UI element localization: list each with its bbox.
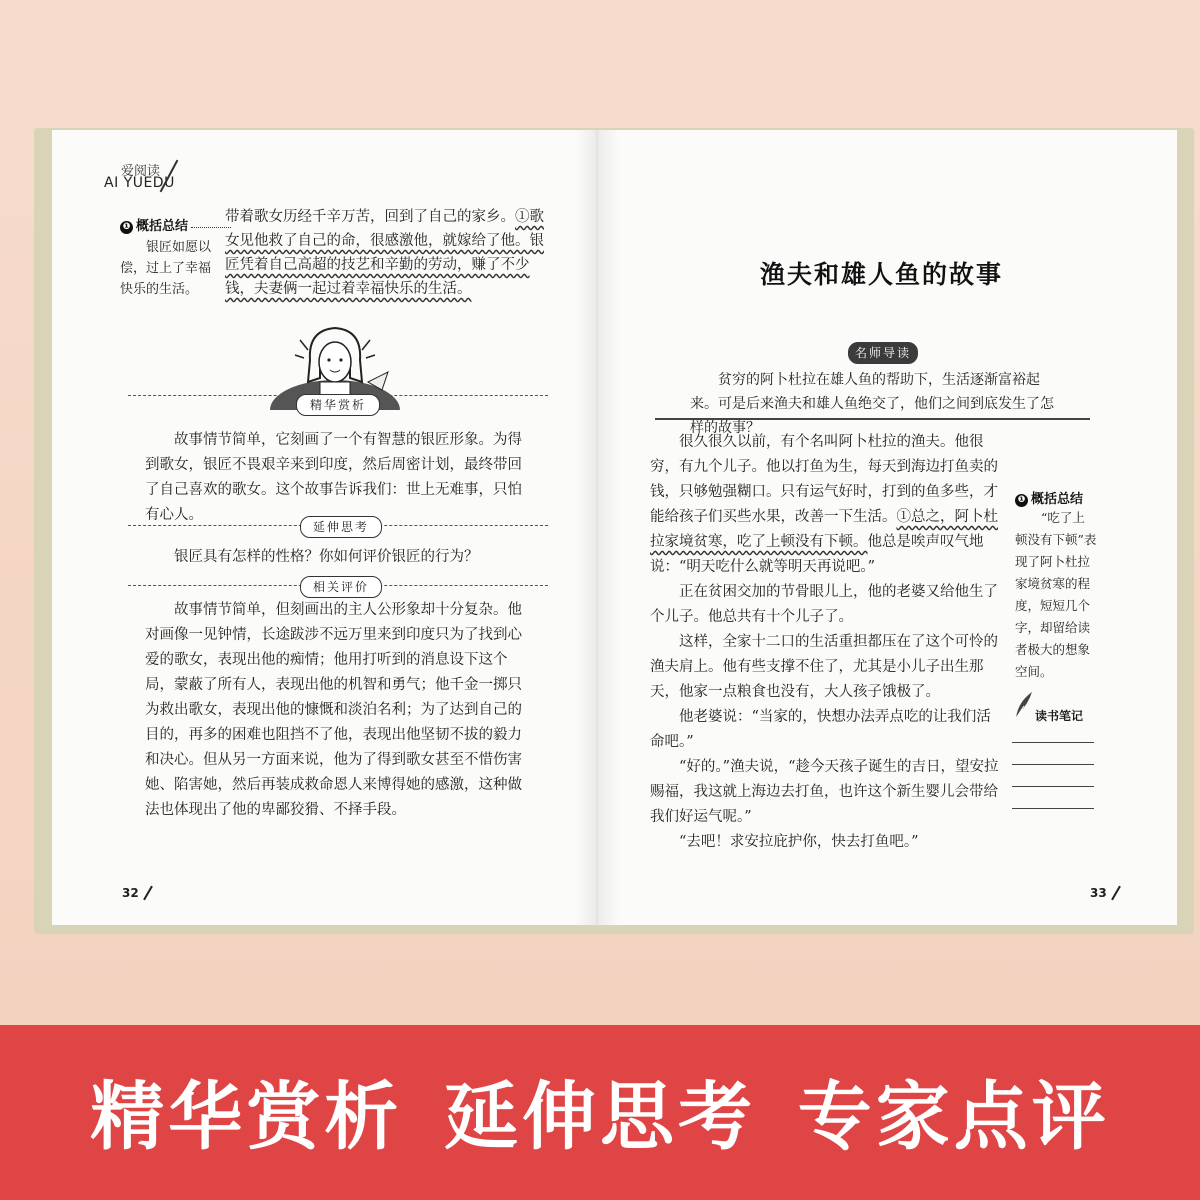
side-note-text-right: “吃了上顿没有下顿”表现了阿卜杜拉家境贫寒的程度，短短几个字，却留给读者极大的想象空间。	[1015, 510, 1097, 679]
reading-notes-label: 读书笔记	[1035, 709, 1084, 723]
book-gutter	[575, 130, 619, 925]
page-number-right: 33	[1090, 885, 1117, 901]
guide-label: 名师导读	[848, 342, 918, 364]
side-note-title-left: ❶ 概括总结	[120, 215, 231, 234]
quill-pen-icon	[1012, 690, 1036, 720]
section-label-review: 相关评价	[300, 576, 382, 598]
story-title: 渔夫和雄人鱼的故事	[760, 260, 1004, 289]
section-label-thinking: 延伸思考	[300, 516, 382, 538]
side-note-text-left: 银匠如愿以偿，过上了幸福快乐的生活。	[120, 240, 212, 297]
section-label-appreciation: 精华赏析	[296, 394, 380, 416]
note-number-badge: ❶	[1015, 494, 1028, 507]
notes-line	[1012, 786, 1094, 787]
notes-line	[1012, 742, 1094, 743]
promo-banner-text: 精华赏析 延伸思考 专家点评	[90, 1074, 1110, 1160]
appreciation-text: 故事情节简单，它刻画了一个有智慧的银匠形象。为得到歌女，银匠不畏艰辛来到印度，然后周密计划，最终带回了自己喜欢的歌女。这个故事告诉我们：世上无难事，只怕有心人。	[145, 432, 522, 523]
side-note-title-right: ❶ 概括总结	[1015, 488, 1083, 507]
notes-line	[1012, 764, 1094, 765]
left-opening-text: 带着歌女历经千辛万苦，回到了自己的家乡。①歌女见他救了自己的命，很感激他，就嫁给了他。银匠凭着自己高超的技艺和辛勤的劳动，赚了不少钱，夫妻俩一起过着幸福快乐的生活。	[225, 209, 544, 297]
notes-line	[1012, 808, 1094, 809]
note-number-badge: ❶	[120, 221, 133, 234]
underlined-summary: ①总之，阿卜杜拉家境贫寒，吃了上顿没有下顿。	[650, 509, 998, 550]
series-title-cn: 爱阅读	[121, 164, 161, 179]
page-number-left: 32	[122, 885, 149, 901]
series-title-en: AI YUEDU	[104, 175, 175, 191]
review-text: 故事情节简单，但刻画出的主人公形象却十分复杂。他对画像一见钟情，长途跋涉不远万里来到印度只为了找到心爱的歌女，表现出他的痴情；他用打听到的消息设下这个局，蒙蔽了所有人，表现出他的机智和勇气；他千金一掷只为救出歌女，表现出他的慷慨和淡泊名利；为了达到自己的目的，再多的困难也阻挡不了他，表现出他坚韧不拔的毅力和决心。但从另一方面来说，他为了得到歌女甚至不惜伤害她、陷害她，然后再装成救命恩人来博得她的感激，这种做法也体现出了他的卑鄙狡猾、不择手段。	[145, 602, 522, 818]
story-body: 很久很久以前，有个名叫阿卜杜拉的渔夫。他很穷，有九个儿子。他以打鱼为生，每天到海边打鱼卖的钱，只够勉强糊口。只有运气好时，打到的鱼多些，才能给孩子们买些水果，改善一下生活。①总之，阿卜杜拉家境贫寒，吃了上顿没有下顿。他总是唉声叹气地说：“明天吃什么就等明天再说吧。” 正在贫困交加的节骨眼儿上，他的老婆又给他生了个儿子。他总共有十个儿子了。 这样，全家十二口的生活重担都压在了这个可怜的渔夫肩上。他有些支撑不住了，尤其是小儿子出生那天，他家一点粮食也没有，大人孩子饿极了。 他老婆说：“当家的，快想办法弄点吃的让我们活命吧。” “好的。”渔夫说，“趁今天孩子诞生的吉日，望安拉赐福，我这就上海边去打鱼，也许这个新生婴儿会带给我们好运气呢。” “去吧！求安拉庇护你，快去打鱼吧。”	[650, 434, 999, 850]
underlined-sentence: ①歌女见他救了自己的命，很感激他，就嫁给了他。银匠凭着自己高超的技艺和辛勤的劳动，赚了不少钱，夫妻俩一起过着幸福快乐的生活。	[225, 209, 544, 297]
guide-text: 贫穷的阿卜杜拉在雄人鱼的帮助下，生活逐渐富裕起来。可是后来渔夫和雄人鱼绝交了，他们之间到底发生了怎样的故事？	[690, 372, 1054, 436]
guide-divider	[655, 418, 1090, 420]
thinking-question: 银匠具有怎样的性格？你如何评价银匠的行为？	[174, 549, 479, 565]
